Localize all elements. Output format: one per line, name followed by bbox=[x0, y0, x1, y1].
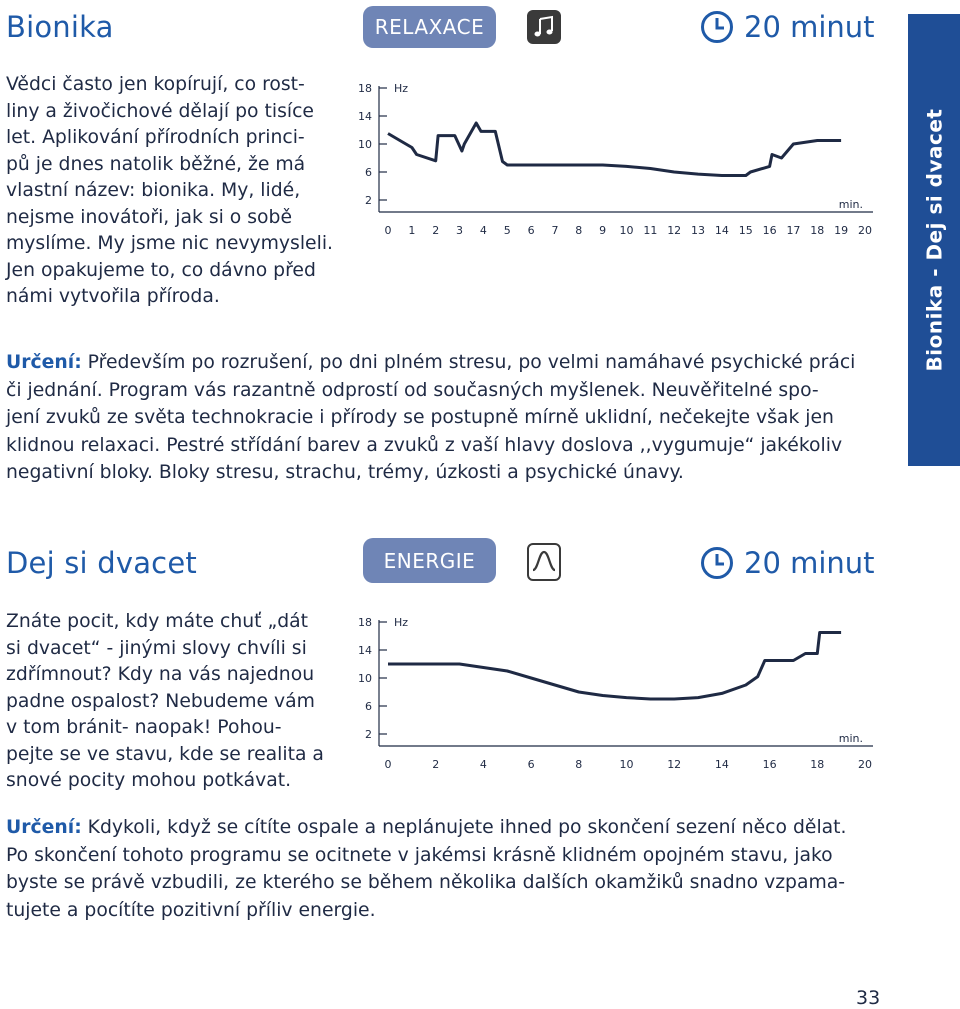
x-tick-label: 8 bbox=[575, 224, 583, 237]
duration-label bbox=[700, 10, 875, 44]
y-axis-label: Hz bbox=[394, 616, 409, 629]
y-tick-label: 14 bbox=[358, 644, 372, 657]
x-tick-label: 7 bbox=[551, 224, 559, 237]
x-tick-label: 17 bbox=[786, 224, 801, 237]
y-tick-label: 18 bbox=[358, 82, 372, 95]
x-tick-label: 16 bbox=[762, 224, 777, 237]
x-tick-label: 6 bbox=[527, 758, 535, 771]
x-tick-label: 14 bbox=[714, 758, 729, 771]
section-title: Dej si dvacet bbox=[6, 546, 197, 580]
x-tick-label: 20 bbox=[858, 758, 872, 771]
x-tick-label: 13 bbox=[691, 224, 706, 237]
x-tick-label: 15 bbox=[738, 224, 753, 237]
x-tick-label: 8 bbox=[575, 758, 583, 771]
y-tick-label: 10 bbox=[358, 138, 372, 151]
x-tick-label: 11 bbox=[643, 224, 658, 237]
series-line bbox=[388, 633, 841, 700]
wave-pulse-icon bbox=[527, 543, 561, 581]
x-tick-label: 18 bbox=[810, 758, 825, 771]
x-tick-label: 2 bbox=[432, 224, 440, 237]
y-tick-label: 6 bbox=[365, 700, 372, 713]
frequency-chart bbox=[350, 75, 890, 245]
purpose-text: Určení: Především po rozrušení, po dni plném stresu, po velmi namáhavé psychické práci či jednání. Program vás razantně odprostí od současných myšlenek. Neuvěřitelné spo- jení zvuků ze světa technokracie i přírody se postupně mírně uklidní, nečekejte však jen klidnou relaxaci. Pestré střídání barev a zvuků z vaší hlavy doslova ,,vygumuje“ jakékoliv negativní bloky. Bloky stresu, strachu, trémy, úzkosti a psychické únavy. bbox=[6, 352, 856, 483]
x-tick-label: 10 bbox=[619, 758, 634, 771]
y-tick-label: 2 bbox=[365, 728, 372, 741]
x-tick-label: 16 bbox=[762, 758, 777, 771]
series-line bbox=[388, 123, 841, 176]
x-tick-label: 19 bbox=[834, 224, 849, 237]
x-tick-label: 2 bbox=[432, 758, 440, 771]
x-tick-label: 12 bbox=[667, 758, 682, 771]
category-badge: RELAXACE bbox=[363, 6, 496, 48]
duration-label bbox=[700, 546, 875, 580]
x-tick-label: 9 bbox=[599, 224, 607, 237]
x-tick-label: 0 bbox=[384, 758, 392, 771]
clock-icon bbox=[700, 10, 734, 44]
x-tick-label: 3 bbox=[456, 224, 464, 237]
duration-text: 20 minut bbox=[744, 10, 875, 44]
side-tab: Bionika - Dej si dvacet bbox=[908, 14, 960, 466]
y-tick-label: 10 bbox=[358, 672, 372, 685]
y-axis-label: Hz bbox=[394, 82, 409, 95]
x-tick-label: 4 bbox=[479, 758, 487, 771]
clock-icon bbox=[700, 546, 734, 580]
x-tick-label: 14 bbox=[714, 224, 729, 237]
y-tick-label: 2 bbox=[365, 194, 372, 207]
x-axis-label: min. bbox=[838, 198, 863, 211]
x-tick-label: 0 bbox=[384, 224, 392, 237]
x-tick-label: 4 bbox=[479, 224, 487, 237]
y-tick-label: 14 bbox=[358, 110, 372, 123]
y-tick-label: 18 bbox=[358, 616, 372, 629]
y-tick-label: 6 bbox=[365, 166, 372, 179]
intro-text: Vědci často jen kopírují, co rost- liny a živočichové dělají po tisíce let. Aplikování přírodních princi- pů je dnes natolik běžné, že má vlastní název: bionika. My, lidé, nejsme inovátoři, jak si o sobě myslíme. My jsme nic nevymysleli. Jen opakujeme to, co dávno před námi vytvořila příroda. bbox=[6, 74, 334, 307]
category-badge: ENERGIE bbox=[363, 538, 496, 583]
x-tick-label: 20 bbox=[858, 224, 872, 237]
purpose-label: Určení: bbox=[6, 817, 82, 838]
x-tick-label: 10 bbox=[619, 224, 634, 237]
purpose-label: Určení: bbox=[6, 352, 82, 373]
x-tick-label: 5 bbox=[503, 224, 511, 237]
music-note-icon bbox=[527, 10, 561, 44]
x-axis-label: min. bbox=[838, 732, 863, 745]
intro-text: Znáte pocit, kdy máte chuť „dát si dvacet“ - jinými slovy chvíli si zdřímnout? Kdy na vás najednou padne ospalost? Nebudeme vám v tom bránit- naopak! Pohou- pejte se ve stavu, kde se realita a snové pocity mohou potkávat. bbox=[6, 611, 324, 791]
x-tick-label: 6 bbox=[527, 224, 535, 237]
frequency-chart bbox=[350, 609, 890, 779]
section-title: Bionika bbox=[6, 10, 114, 44]
page-number: 33 bbox=[856, 987, 881, 1009]
x-tick-label: 12 bbox=[667, 224, 682, 237]
purpose-text: Určení: Kdykoli, když se cítíte ospale a neplánujete ihned po skončení sezení něco dělat. Po skončení tohoto programu se ocitnete v jakémsi krásně klidném opojném stavu, jako byste se právě vzbudili, ze kterého se během několika dalších okamžiků snadno vzpama- tujete a pocítíte pozitivní příliv energie. bbox=[6, 817, 847, 921]
x-tick-label: 18 bbox=[810, 224, 825, 237]
duration-text: 20 minut bbox=[744, 546, 875, 580]
x-tick-label: 1 bbox=[408, 224, 416, 237]
